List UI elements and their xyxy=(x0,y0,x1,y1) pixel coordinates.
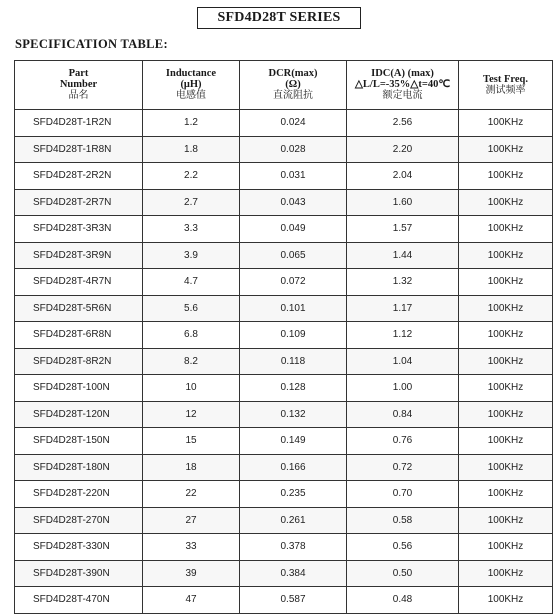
idc-cell: 0.70 xyxy=(347,481,459,508)
part-number-cell: SFD4D28T-3R9N xyxy=(15,242,143,269)
table-row xyxy=(15,136,553,163)
dcr-cell: 0.043 xyxy=(240,189,347,216)
table-row xyxy=(15,587,553,614)
test-freq-cell: 100KHz xyxy=(459,269,553,296)
idc-cell: 0.84 xyxy=(347,401,459,428)
test-freq-cell: 100KHz xyxy=(459,534,553,561)
test-freq-cell: 100KHz xyxy=(459,110,553,137)
part-number-cell: SFD4D28T-2R7N xyxy=(15,189,143,216)
idc-cell: 1.32 xyxy=(347,269,459,296)
dcr-cell: 0.072 xyxy=(240,269,347,296)
idc-cell: 1.00 xyxy=(347,375,459,402)
idc-cell: 1.44 xyxy=(347,242,459,269)
inductance-cell: 3.3 xyxy=(143,216,240,243)
table-row xyxy=(15,189,553,216)
part-number-cell: SFD4D28T-120N xyxy=(15,401,143,428)
inductance-cell: 18 xyxy=(143,454,240,481)
table-row xyxy=(15,481,553,508)
table-row xyxy=(15,110,553,137)
part-number-cell: SFD4D28T-4R7N xyxy=(15,269,143,296)
idc-cell: 2.56 xyxy=(347,110,459,137)
inductance-cell: 10 xyxy=(143,375,240,402)
idc-cell: 1.12 xyxy=(347,322,459,349)
table-row xyxy=(15,375,553,402)
table-row xyxy=(15,428,553,455)
test-freq-cell: 100KHz xyxy=(459,295,553,322)
dcr-cell: 0.109 xyxy=(240,322,347,349)
dcr-cell: 0.235 xyxy=(240,481,347,508)
inductance-cell: 8.2 xyxy=(143,348,240,375)
inductance-cell: 47 xyxy=(143,587,240,614)
table-header-row xyxy=(15,61,553,110)
inductance-cell: 5.6 xyxy=(143,295,240,322)
test-freq-cell: 100KHz xyxy=(459,189,553,216)
part-number-cell: SFD4D28T-470N xyxy=(15,587,143,614)
test-freq-cell: 100KHz xyxy=(459,454,553,481)
idc-cell: 1.17 xyxy=(347,295,459,322)
test-freq-cell: 100KHz xyxy=(459,136,553,163)
inductance-cell: 39 xyxy=(143,560,240,587)
test-freq-cell: 100KHz xyxy=(459,507,553,534)
table-row xyxy=(15,242,553,269)
idc-cell: 1.04 xyxy=(347,348,459,375)
dcr-cell: 0.031 xyxy=(240,163,347,190)
idc-cell: 0.76 xyxy=(347,428,459,455)
dcr-cell: 0.101 xyxy=(240,295,347,322)
test-freq-cell: 100KHz xyxy=(459,216,553,243)
part-number-cell: SFD4D28T-1R8N xyxy=(15,136,143,163)
table-row xyxy=(15,216,553,243)
table-row xyxy=(15,163,553,190)
dcr-cell: 0.587 xyxy=(240,587,347,614)
dcr-cell: 0.024 xyxy=(240,110,347,137)
test-freq-cell: 100KHz xyxy=(459,481,553,508)
idc-cell: 2.04 xyxy=(347,163,459,190)
part-number-cell: SFD4D28T-220N xyxy=(15,481,143,508)
test-freq-cell: 100KHz xyxy=(459,242,553,269)
inductance-cell: 33 xyxy=(143,534,240,561)
inductance-cell: 4.7 xyxy=(143,269,240,296)
idc-cell: 0.48 xyxy=(347,587,459,614)
test-freq-cell: 100KHz xyxy=(459,587,553,614)
dcr-cell: 0.166 xyxy=(240,454,347,481)
part-number-cell: SFD4D28T-8R2N xyxy=(15,348,143,375)
test-freq-cell: 100KHz xyxy=(459,322,553,349)
series-title: SFD4D28T SERIES xyxy=(197,7,361,29)
inductance-cell: 3.9 xyxy=(143,242,240,269)
test-freq-cell: 100KHz xyxy=(459,401,553,428)
table-row xyxy=(15,454,553,481)
part-number-cell: SFD4D28T-330N xyxy=(15,534,143,561)
part-number-cell: SFD4D28T-1R2N xyxy=(15,110,143,137)
dcr-cell: 0.384 xyxy=(240,560,347,587)
dcr-cell: 0.378 xyxy=(240,534,347,561)
dcr-cell: 0.049 xyxy=(240,216,347,243)
table-row xyxy=(15,507,553,534)
inductance-cell: 27 xyxy=(143,507,240,534)
part-number-cell: SFD4D28T-270N xyxy=(15,507,143,534)
test-freq-cell: 100KHz xyxy=(459,560,553,587)
dcr-cell: 0.149 xyxy=(240,428,347,455)
test-freq-cell: 100KHz xyxy=(459,163,553,190)
table-row xyxy=(15,401,553,428)
inductance-cell: 2.7 xyxy=(143,189,240,216)
header-dcr: DCR(max) (Ω) 直流阻抗 xyxy=(240,61,347,110)
inductance-cell: 1.8 xyxy=(143,136,240,163)
table-row xyxy=(15,269,553,296)
idc-cell: 2.20 xyxy=(347,136,459,163)
dcr-cell: 0.261 xyxy=(240,507,347,534)
header-part-number: Part Number 品名 xyxy=(15,61,143,110)
part-number-cell: SFD4D28T-180N xyxy=(15,454,143,481)
header-test-freq: Test Freq. 测试频率 xyxy=(459,61,553,110)
idc-cell: 1.57 xyxy=(347,216,459,243)
dcr-cell: 0.118 xyxy=(240,348,347,375)
inductance-cell: 12 xyxy=(143,401,240,428)
table-row xyxy=(15,295,553,322)
dcr-cell: 0.065 xyxy=(240,242,347,269)
table-row xyxy=(15,322,553,349)
spec-table-heading: SPECIFICATION TABLE: xyxy=(15,37,168,51)
table-row xyxy=(15,560,553,587)
table-body xyxy=(15,110,553,614)
dcr-cell: 0.028 xyxy=(240,136,347,163)
part-number-cell: SFD4D28T-2R2N xyxy=(15,163,143,190)
specification-table xyxy=(14,60,553,614)
inductance-cell: 6.8 xyxy=(143,322,240,349)
part-number-cell: SFD4D28T-6R8N xyxy=(15,322,143,349)
part-number-cell: SFD4D28T-100N xyxy=(15,375,143,402)
idc-cell: 0.50 xyxy=(347,560,459,587)
part-number-cell: SFD4D28T-150N xyxy=(15,428,143,455)
dcr-cell: 0.132 xyxy=(240,401,347,428)
part-number-cell: SFD4D28T-5R6N xyxy=(15,295,143,322)
idc-cell: 0.72 xyxy=(347,454,459,481)
idc-cell: 0.56 xyxy=(347,534,459,561)
header-idc: IDC(A) (max) △L/L=-35%△t=40℃ 额定电流 xyxy=(347,61,459,110)
table-row xyxy=(15,534,553,561)
part-number-cell: SFD4D28T-3R3N xyxy=(15,216,143,243)
part-number-cell: SFD4D28T-390N xyxy=(15,560,143,587)
inductance-cell: 1.2 xyxy=(143,110,240,137)
inductance-cell: 15 xyxy=(143,428,240,455)
test-freq-cell: 100KHz xyxy=(459,428,553,455)
inductance-cell: 2.2 xyxy=(143,163,240,190)
idc-cell: 0.58 xyxy=(347,507,459,534)
table-row xyxy=(15,348,553,375)
inductance-cell: 22 xyxy=(143,481,240,508)
dcr-cell: 0.128 xyxy=(240,375,347,402)
header-inductance: Inductance (μH) 电感值 xyxy=(143,61,240,110)
test-freq-cell: 100KHz xyxy=(459,348,553,375)
idc-cell: 1.60 xyxy=(347,189,459,216)
test-freq-cell: 100KHz xyxy=(459,375,553,402)
